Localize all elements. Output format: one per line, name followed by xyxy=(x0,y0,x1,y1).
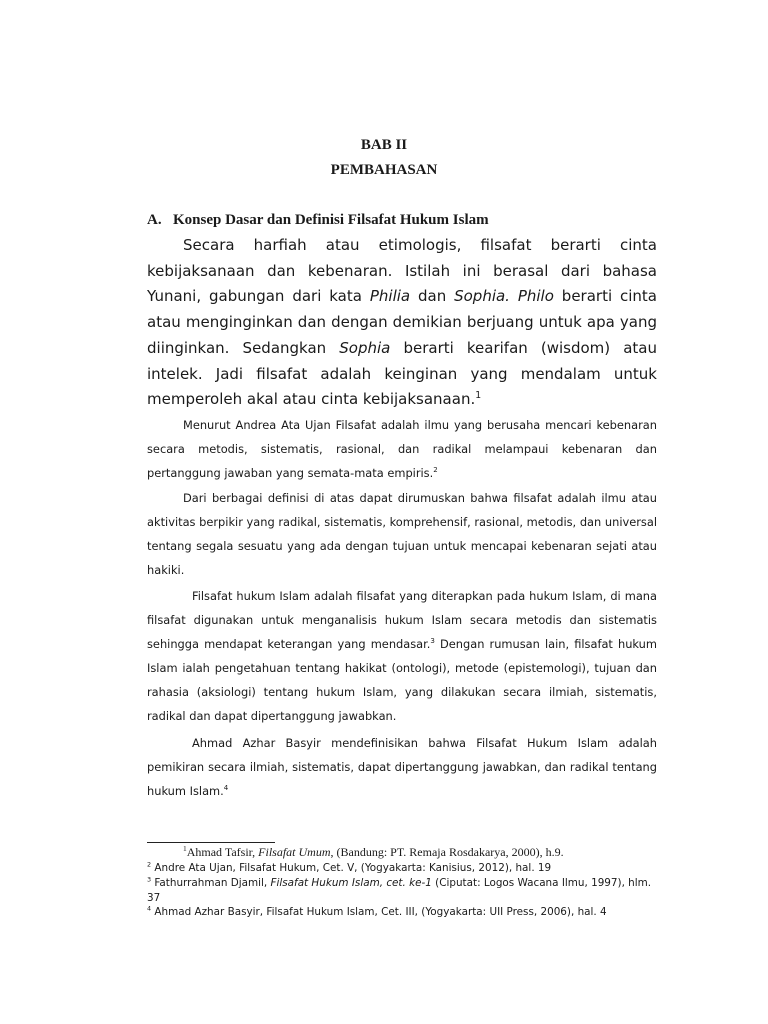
text-run: Filsafat hukum Islam adalah filsafat yang diterapkan pada hukum Islam, di mana filsafat digunakan untuk menganalisis hukum Islam secara metodis dan sistematis sehingga mendapat keterangan yang mendasar. xyxy=(147,589,657,652)
footnote-separator xyxy=(147,842,275,843)
text-run: (Ciputat: Logos Wacana Ilmu, 1997), hlm. 37 xyxy=(147,877,652,904)
section-heading xyxy=(147,212,489,229)
footnote-number: 4 xyxy=(147,904,152,913)
footnote-2 xyxy=(147,861,662,876)
footnote-1 xyxy=(147,845,662,860)
text-run: , (Bandung: PT. Remaja Rosdakarya, 2000), h.9. xyxy=(330,845,564,859)
footnote-ref-3[interactable]: 3 xyxy=(430,636,435,646)
text-run: Secara harfiah atau etimologis, filsafat berarti cinta kebijaksanaan dan kebenaran. Istilah ini berasal dari bahasa Yunani, gabungan dari kata xyxy=(147,236,657,306)
book-title: Filsafat Umum xyxy=(258,845,331,859)
footnote-ref-2[interactable]: 2 xyxy=(433,465,438,475)
footnote-4 xyxy=(147,905,662,920)
text-run: Dengan rumusan lain, filsafat hukum Islam ialah pengetahuan tentang hakikat (ontologi), metode (epistemologi), tujuan dan rahasia (aksiologi) tentang hukum Islam, yang dilakukan secara ilmiah, sistematis, radikal dan dapat dipertanggung jawabkan. xyxy=(147,637,657,724)
section-title-text: Konsep Dasar dan Definisi Filsafat Hukum Islam xyxy=(173,212,489,228)
text-run: Ahmad Azhar Basyir, Filsafat Hukum Islam, Cet. III, (Yogyakarta: UII Press, 2006), hal. 4 xyxy=(151,906,607,918)
text-run: berarti cinta atau menginginkan dan dengan demikian berjuang untuk apa yang diinginkan. Sedangkan xyxy=(147,287,657,357)
text-run: Dari berbagai definisi di atas dapat dirumuskan bahwa filsafat adalah ilmu atau aktivitas berpikir yang radikal, sistematis, komprehensif, rasional, metodis, dan universal tentang segala sesuatu yang ada dengan tujuan untuk mencapai kebenaran sejati atau hakiki. xyxy=(147,491,657,578)
footnote-number: 1 xyxy=(183,844,187,853)
term-sophia-philo: Sophia. Philo xyxy=(454,287,554,306)
footnote-3 xyxy=(147,876,662,906)
paragraph-definition-summary xyxy=(147,486,657,582)
chapter-number: BAB II xyxy=(360,137,408,153)
term-philia: Philia xyxy=(369,287,411,306)
term-sophia: Sophia xyxy=(339,338,391,357)
footnote-number: 3 xyxy=(147,875,152,884)
text-run: Andre Ata Ujan, Filsafat Hukum, Cet. V, (Yogyakarta: Kanisius, 2012), hal. 19 xyxy=(151,862,552,874)
footnote-ref-1[interactable]: 1 xyxy=(475,390,482,402)
book-title: Filsafat Hukum Islam, cet. ke-1 xyxy=(270,877,432,889)
text-run: Ahmad Azhar Basyir mendefinisikan bahwa Filsafat Hukum Islam adalah pemikiran secara ilmiah, sistematis, dapat dipertanggung jawabkan, dan radikal tentang hukum Islam. xyxy=(147,736,657,799)
footnote-ref-4[interactable]: 4 xyxy=(223,783,229,793)
paragraph-etymology xyxy=(147,233,657,413)
text-run: Ahmad Tafsir, xyxy=(186,845,259,859)
text-run: Fathurrahman Djamil, xyxy=(151,877,271,889)
text-run: dan xyxy=(410,287,455,306)
section-letter: A. xyxy=(147,212,162,228)
text-run: berarti kearifan (wisdom) atau intelek. Jadi filsafat adalah keinginan yang mendalam untuk memperoleh akal atau cinta kebijaksanaan. xyxy=(147,338,657,409)
footnote-number: 2 xyxy=(147,860,152,869)
paragraph-filsafat-hukum-islam xyxy=(147,584,657,729)
paragraph-azhar-basyir xyxy=(147,731,657,803)
paragraph-andrea-ata-ujan xyxy=(147,413,657,485)
chapter-title: PEMBAHASAN xyxy=(330,162,438,178)
text-run: Menurut Andrea Ata Ujan Filsafat adalah ilmu yang berusaha mencari kebenaran secara metodis, sistematis, rasional, dan radikal melampaui kebenaran dan pertanggung jawaban yang semata-mata empiris. xyxy=(147,418,657,481)
